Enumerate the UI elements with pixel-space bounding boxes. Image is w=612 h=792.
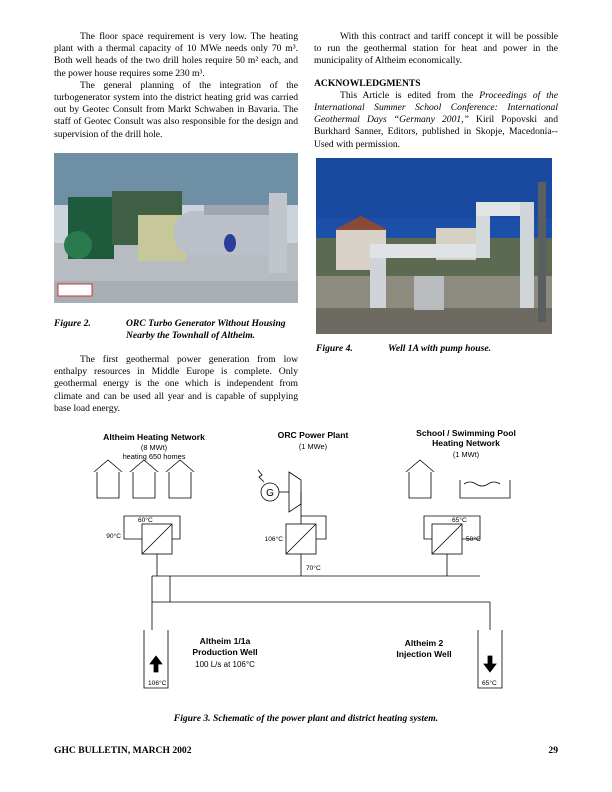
temp-70: 70°C <box>306 565 321 572</box>
production-flow: 100 L/s at 106°C <box>195 660 255 669</box>
heat-exchanger-orc <box>286 524 316 554</box>
paragraph-planning: The general planning of the integration of the turbogenerator system into the district heating grid was carried out by Geotec Consult from Markt Schwaben in Bavaria. The staff of Geotec Consult was also responsible for the design and supervision of the drill hole. <box>54 79 298 140</box>
heat-exchanger-school <box>432 524 462 554</box>
left-column-bottom <box>54 354 298 415</box>
figure-2-caption: ORC Turbo Generator Without Housing Nearby the Townhall of Altheim. <box>126 318 286 341</box>
orc-title: ORC Power Plant <box>277 430 349 440</box>
temp-90: 90°C <box>106 533 121 540</box>
figure-4-label: Figure 4. <box>316 343 353 354</box>
school-title-1: School / Swimming Pool <box>416 428 516 438</box>
figure-2-photo <box>54 153 298 303</box>
right-column-top <box>314 31 558 151</box>
orc-capacity: (1 MWe) <box>298 442 328 451</box>
school-title-2: Heating Network <box>432 438 500 448</box>
temp-65-school: 65°C <box>452 517 467 524</box>
page-number: 29 <box>548 745 558 756</box>
house-icon <box>130 460 158 498</box>
footer-publication: GHC BULLETIN, MARCH 2002 <box>54 745 192 756</box>
temp-106-well: 106°C <box>148 680 167 687</box>
paragraph-contract: With this contract and tariff concept it will be possible to run the geothermal station for heat and power in the municipality of Altheim economically. <box>314 31 558 67</box>
production-title-1: Altheim 1/1a <box>199 636 251 646</box>
electricity-symbol-icon <box>258 470 264 482</box>
temp-65-well: 65°C <box>482 680 497 687</box>
figure-4-photo <box>316 158 552 334</box>
turbine-icon <box>289 472 301 512</box>
generator-symbol: G <box>266 488 274 499</box>
school-capacity: (1 MWt) <box>452 450 480 459</box>
house-icon <box>166 460 194 498</box>
swimming-pool-icon <box>460 480 510 498</box>
temp-106-orc: 106°C <box>264 536 283 543</box>
acknowledgments-text: This Article is edited from the Proceedings of the International Summer School Conference: International Geothermal Days “Germany 2001,” Kiril Popovski and Burkhard Sanner, Editors, published in Skopje, Macedonia--Used with permission. <box>314 89 558 150</box>
production-title-2: Production Well <box>192 647 258 657</box>
temp-60: 60°C <box>138 517 153 524</box>
figure-2-label: Figure 2. <box>54 318 91 329</box>
acknowledgments-heading: ACKNOWLEDGMENTS <box>314 77 421 89</box>
figure-3-schematic <box>80 424 540 704</box>
heating-network-homes: heating 650 homes <box>122 452 186 461</box>
temp-50: 50°C <box>466 536 481 543</box>
figure-4-caption: Well 1A with pump house. <box>388 343 491 354</box>
paragraph-floor-space: The floor space requirement is very low. The heating plant with a thermal capacity of 10 MWe needs only 70 m³. Both well heads of the two drill holes require 50 m² each, and the power house requires some 230 m³. <box>54 31 298 79</box>
heating-network-capacity: (8 MWt) <box>140 443 168 452</box>
injection-title-1: Altheim 2 <box>404 638 444 648</box>
injection-title-2: Injection Well <box>396 649 452 659</box>
house-icon <box>94 460 122 498</box>
heating-network-title: Altheim Heating Network <box>103 432 205 442</box>
left-column-top <box>54 31 298 141</box>
figure-3-caption: Figure 3. Schematic of the power plant and district heating system. <box>173 713 439 724</box>
paragraph-first-generation: The first geothermal power generation from low enthalpy resources in Middle Europe is complete. Only geothermal energy is the one which is independent from climate and can be used all year and is capable of supplying base load energy. <box>54 354 298 414</box>
heat-exchanger-heating <box>142 524 172 554</box>
school-building-icon <box>406 460 434 498</box>
